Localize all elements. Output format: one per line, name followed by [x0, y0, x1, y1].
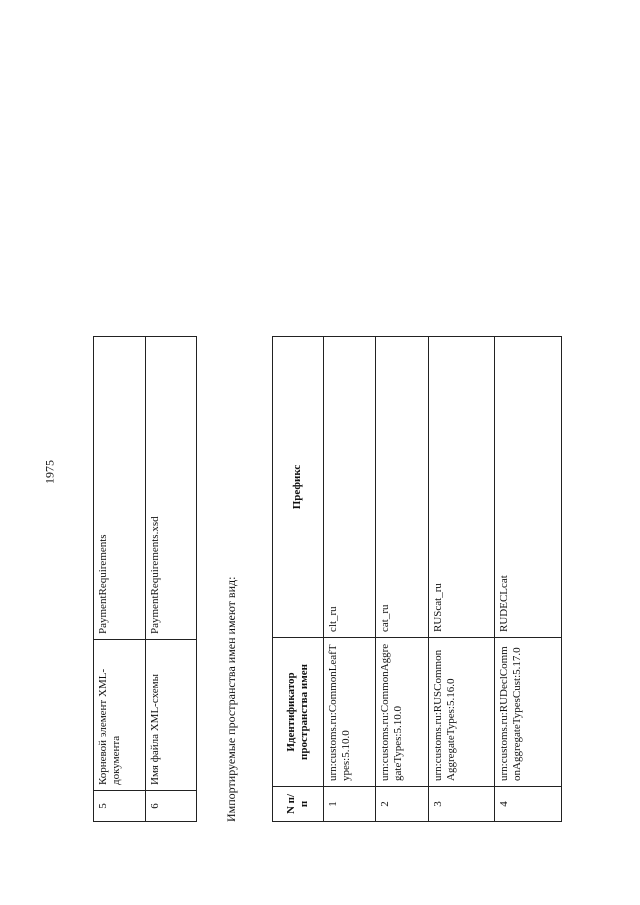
- table-row: [376, 337, 429, 822]
- row-namespace: urn:customs.ru:RUDeclCommonAggregateTypesCust:5.17.0: [495, 638, 562, 787]
- row-value: PaymentRequirements: [94, 337, 146, 640]
- row-number: 4: [495, 787, 562, 822]
- namespaces-table: [272, 336, 562, 822]
- table-header-row: [273, 337, 324, 822]
- table-row: [495, 337, 562, 822]
- table-row: [323, 337, 376, 822]
- caption-text: Импортируемые пространства имен имеют вид:: [224, 576, 238, 822]
- table-row: [145, 337, 197, 822]
- row-namespace: urn:customs.ru:CommonLeafTypes:5.10.0: [323, 638, 376, 787]
- row-namespace: urn:customs.ru:RUSCommonAggregateTypes:5.16.0: [428, 638, 495, 787]
- row-value: PaymentRequirements.xsd: [145, 337, 197, 640]
- page-number: [40, 457, 60, 487]
- table-row: [428, 337, 495, 822]
- row-number: 6: [145, 791, 197, 822]
- row-name: Корневой элемент XML-документа: [94, 640, 146, 791]
- row-namespace: urn:customs.ru:CommonAggregateTypes:5.10.0: [376, 638, 429, 787]
- properties-table: [93, 336, 197, 822]
- row-number: 3: [428, 787, 495, 822]
- header-prefix: Префикс: [273, 337, 324, 638]
- table-row: [94, 337, 146, 822]
- header-n: N п/п: [273, 787, 324, 822]
- row-prefix: RUDECLcat: [495, 337, 562, 638]
- row-name: Имя файла XML-схемы: [145, 640, 197, 791]
- row-number: 2: [376, 787, 429, 822]
- row-prefix: clt_ru: [323, 337, 376, 638]
- row-number: 1: [323, 787, 376, 822]
- header-id: Идентификатор пространства имен: [273, 638, 324, 787]
- row-number: 5: [94, 791, 146, 822]
- page-number-text: 1975: [42, 460, 57, 484]
- row-prefix: RUScat_ru: [428, 337, 495, 638]
- row-prefix: cat_ru: [376, 337, 429, 638]
